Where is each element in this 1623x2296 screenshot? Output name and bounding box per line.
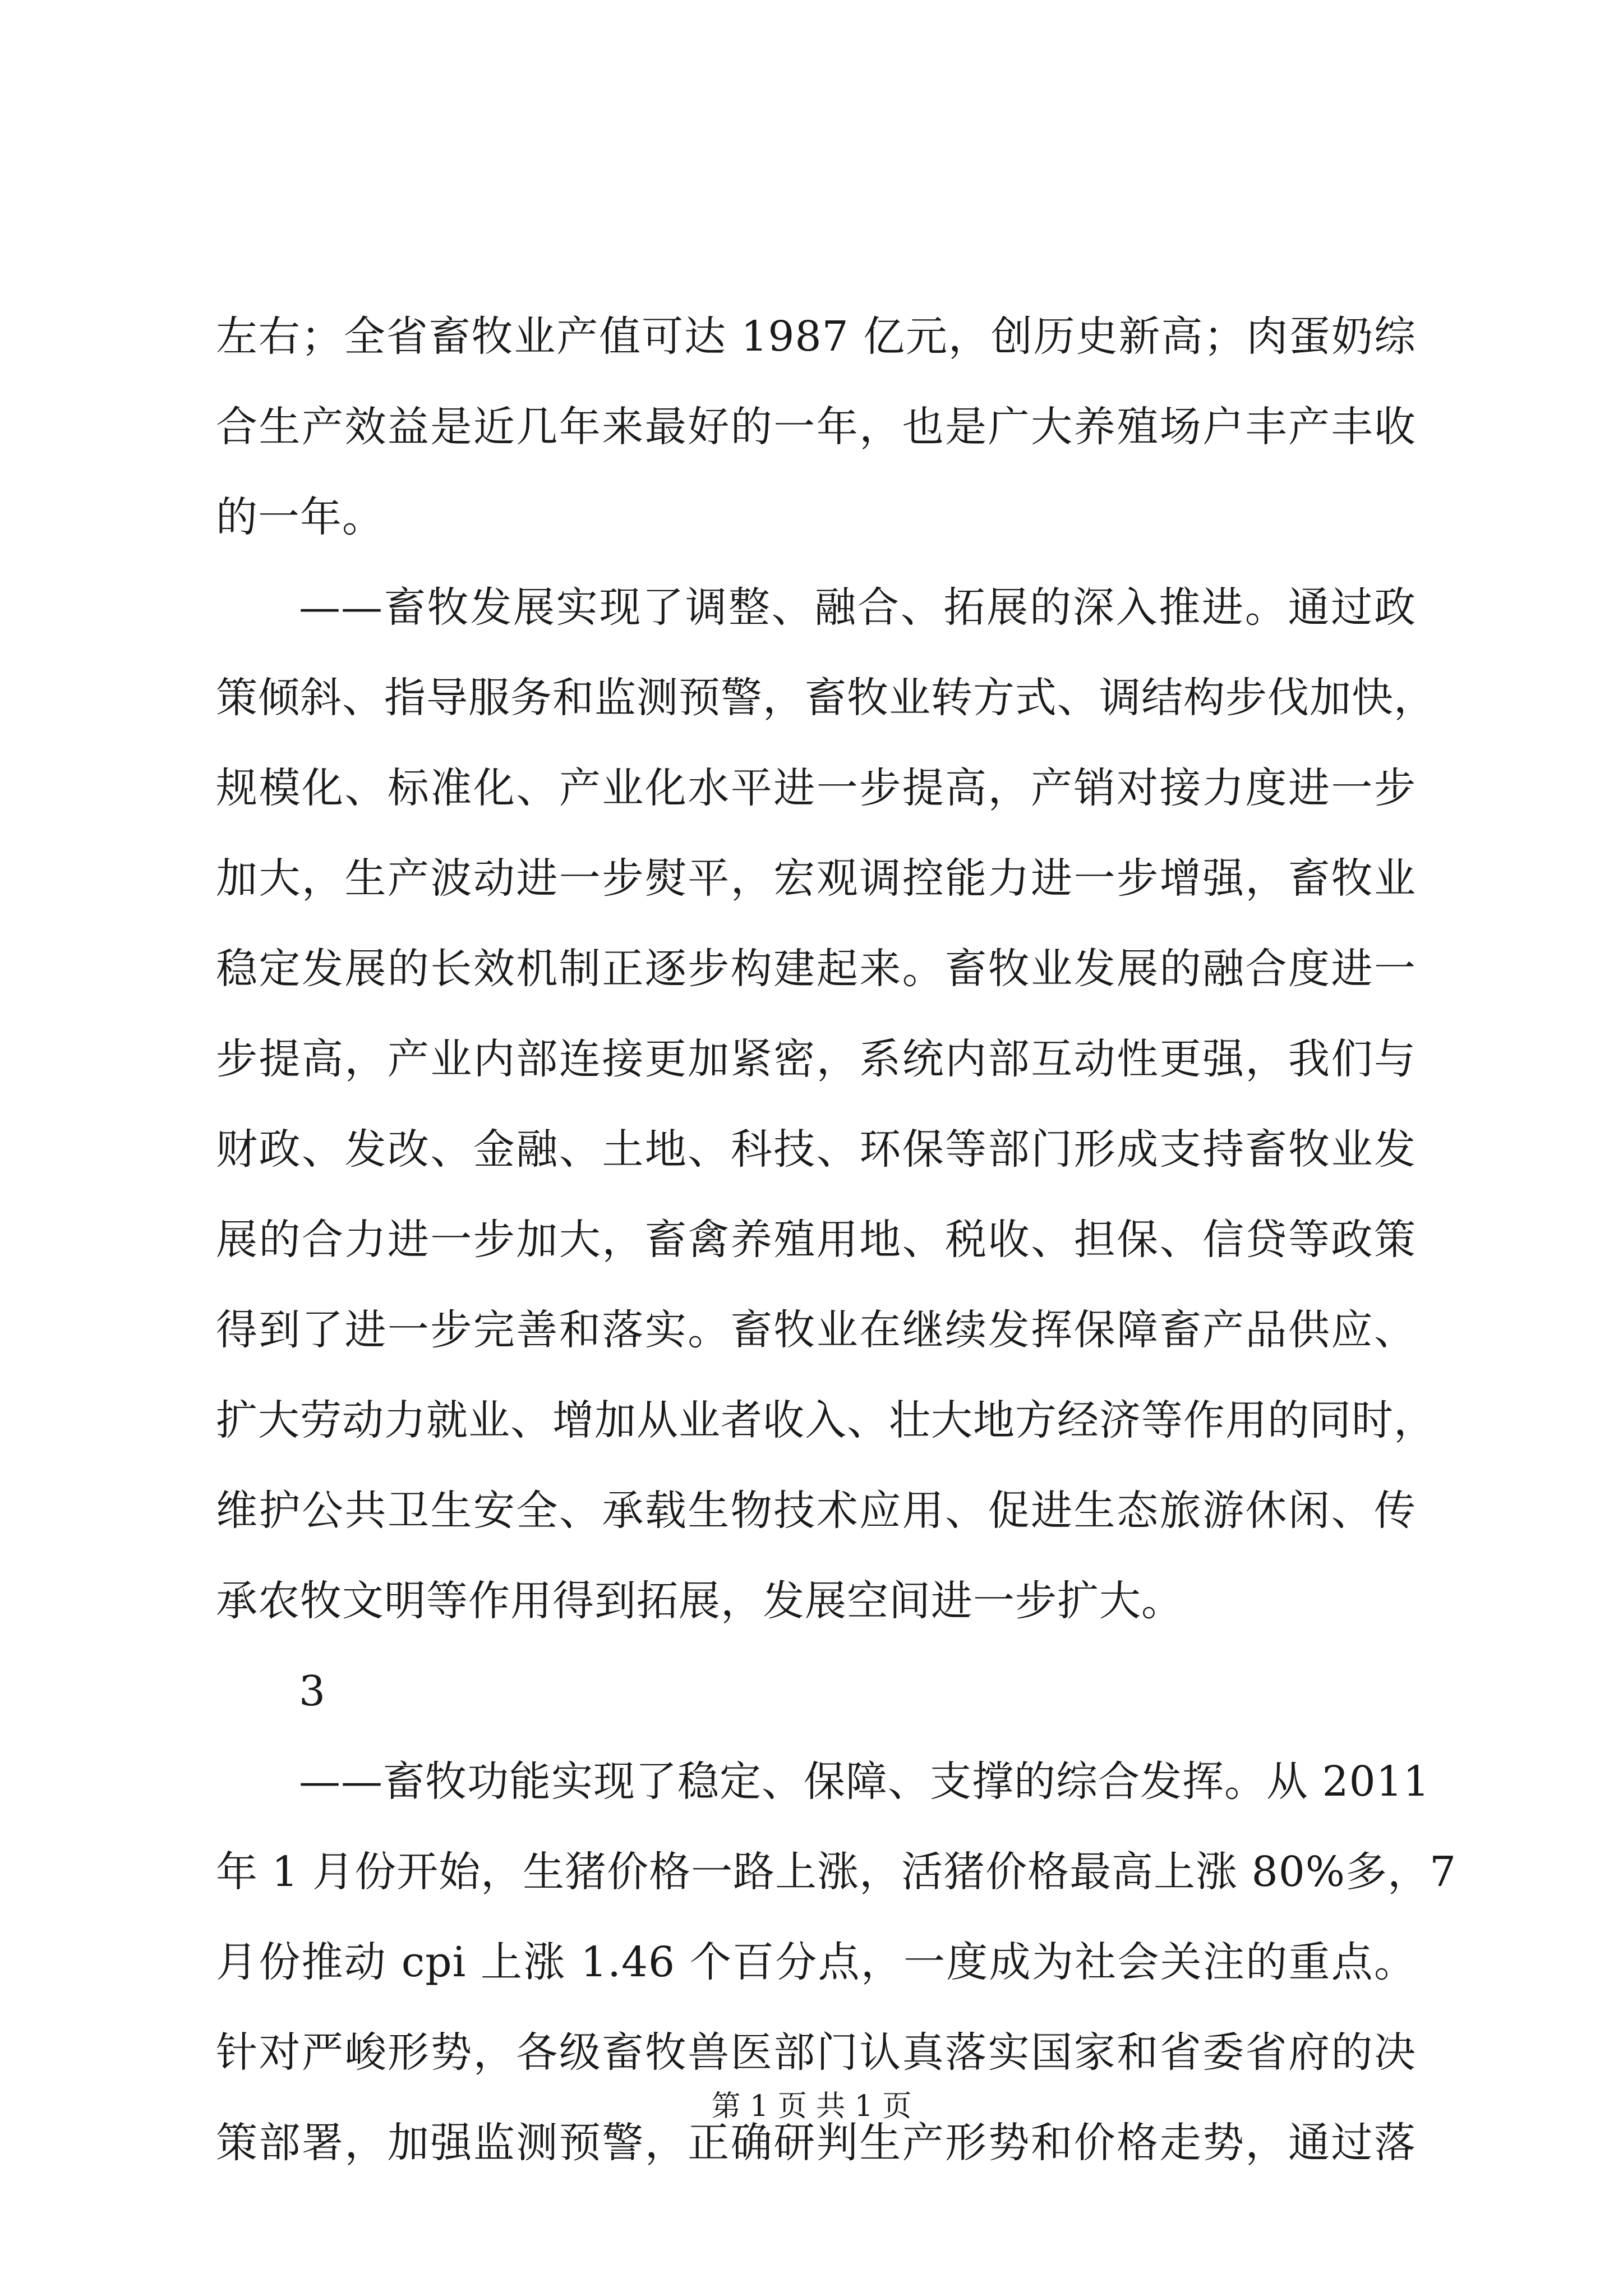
page-footer: 第 1 页 共 1 页 — [711, 2090, 912, 2123]
text-line: 步提高，产业内部连接更加紧密，系统内部互动性更强，我们与 — [216, 1035, 1416, 1083]
text-line: 稳定发展的长效机制正逐步构建起来。畜牧业发展的融合度进一 — [216, 945, 1416, 993]
text-line: 展的合力进一步加大，畜禽养殖用地、税收、担保、信贷等政策 — [216, 1216, 1416, 1264]
body-text — [216, 292, 1457, 2188]
text-line: 维护公共卫生安全、承载生物技术应用、促进生态旅游休闲、传 — [216, 1487, 1416, 1535]
text-line: 规模化、标准化、产业化水平进一步提高，产销对接力度进一步 — [216, 764, 1416, 812]
text-line: 财政、发改、金融、土地、科技、环保等部门形成支持畜牧业发 — [216, 1125, 1416, 1174]
text-line: 得到了进一步完善和落实。畜牧业在继续发挥保障畜产品供应、 — [216, 1306, 1416, 1354]
text-line: 合生产效益是近几年来最好的一年，也是广大养殖场户丰产丰收 — [216, 403, 1416, 451]
text-line: 针对严峻形势，各级畜牧兽医部门认真落实国家和省委省府的决 — [216, 2028, 1416, 2077]
text-line: 年 1 月份开始，生猪价格一路上涨，活猪价格最高上涨 80%多，7 — [216, 1848, 1457, 1896]
text-line: 承农牧文明等作用得到拓展，发展空间进一步扩大。 — [216, 1577, 1183, 1625]
text-line: 月份推动 cpi 上涨 1.46 个百分点，一度成为社会关注的重点。 — [216, 1938, 1416, 1986]
text-line: 的一年。 — [216, 493, 384, 541]
text-line: 策部署，加强监测预警，正确研判生产形势和价格走势，通过落 — [216, 2119, 1416, 2167]
text-line: ——畜牧功能实现了稳定、保障、支撑的综合发挥。从 2011 — [299, 1757, 1430, 1806]
text-line: 扩大劳动力就业、增加从业者收入、壮大地方经济等作用的同时， — [216, 1396, 1436, 1444]
text-line: ——畜牧发展实现了调整、融合、拓展的深入推进。通过政 — [299, 583, 1416, 632]
page-number-marker: 3 — [299, 1667, 326, 1715]
text-line: 策倾斜、指导服务和监测预警，畜牧业转方式、调结构步伐加快， — [216, 674, 1436, 722]
text-line: 加大，生产波动进一步熨平，宏观调控能力进一步增强，畜牧业 — [216, 854, 1416, 903]
text-line: 左右；全省畜牧业产值可达 1987 亿元，创历史新高；肉蛋奶综 — [216, 312, 1416, 361]
